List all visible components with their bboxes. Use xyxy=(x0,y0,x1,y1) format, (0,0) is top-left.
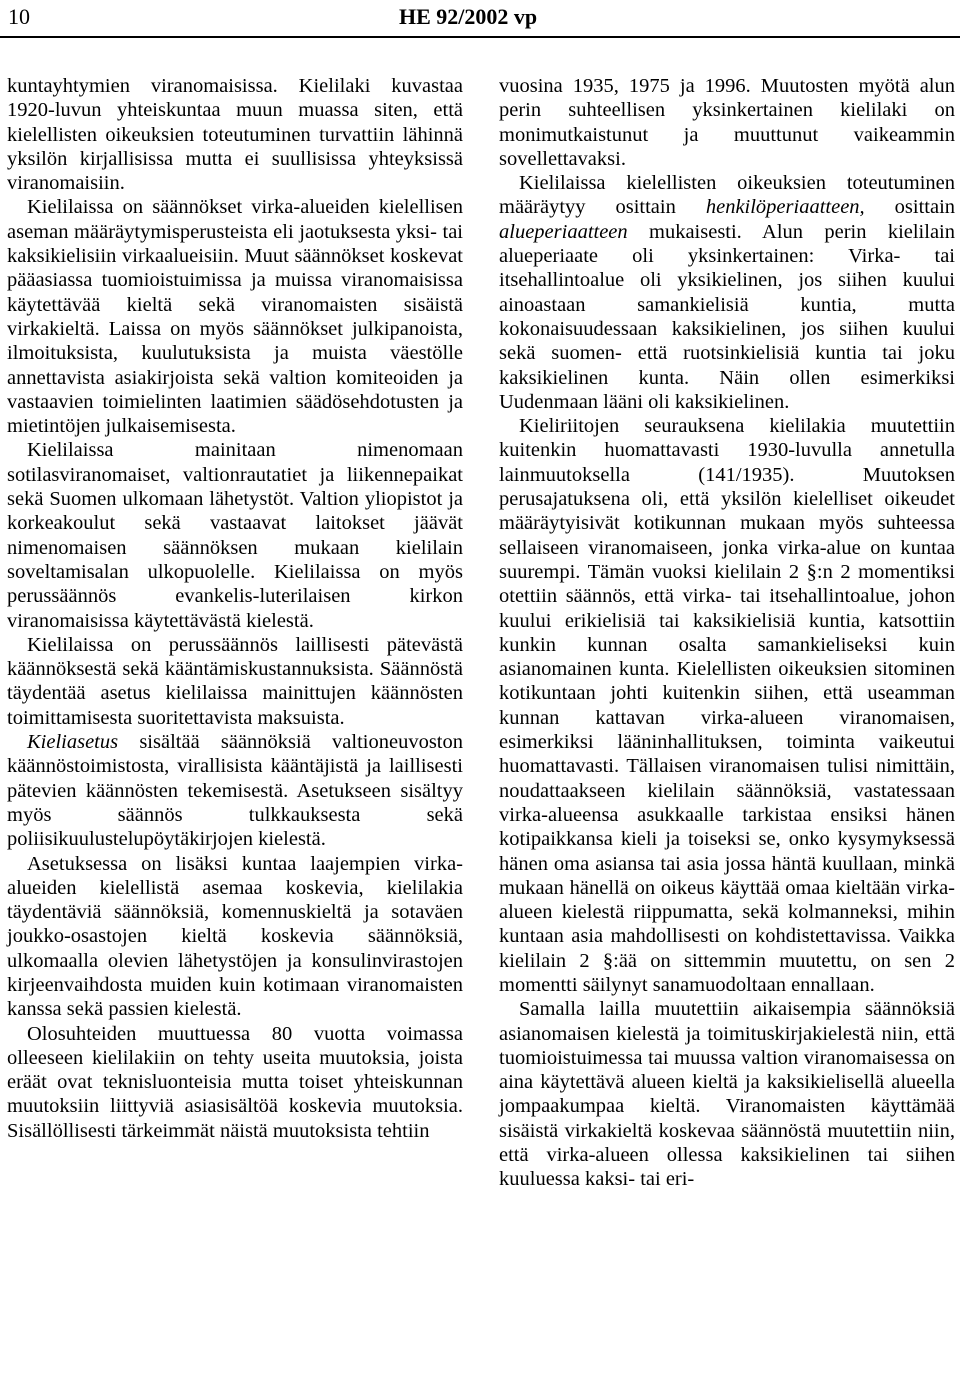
paragraph xyxy=(499,414,955,997)
paragraph xyxy=(7,1022,463,1143)
italic-term: alueperiaatteen xyxy=(499,220,628,243)
text-run: Kieliriitojen seurauksena kielilakia muutettiin kuitenkin huomattavasti 1930-luvulla annetulla lainmuutoksella (141/1935). Muutoksen perusajatuksena oli, että yksilön kielelliset oikeudet määräytyisivät kotikunnan mukaan myös suhteessa sellaiseen viranomaiseen, jonka virka-alue on kuntaa suurempi. Tämän vuoksi kielilain 2 §:n 2 momentiksi otettiin säännös, että virka- tai itsehallintoalue, johon kuului erikielisiä tai kaksikielisiä kuntia, katsottiin kunkin kunnan osalta samankieliseksi kuin asianomainen kunta. Kielellisten oikeuksien sitominen kotikuntaan johti kuitenkin siihen, että useamman kunnan kattavan virka-alueen viranomaisen, esimerkiksi lääninhallituksen, toiminta vaikeutui huomattavasti. Tällaisen viranomaisen tulisi nimittäin, noudattaakseen kielilain säännöksiä, vastatessaan virka-alueensa asukkaalle tarkistaa ensiksi hänen kotipaikkansa kieli ja toiseksi se, onko kysymyksessä hänen oma asiansa tai asia jossa häntä kuullaan, minkä mukaan hänellä on oikeus käyttää omaa kieltään virka-alueen kielestä riippumatta, sekä kolmanneksi, mihin kuntaan asia mahdollisesti on kohdistettavissa. Vaikka kielilain 2 §:ää on sittemmin muutettu, on sen 2 momentti säilynyt sanamuodoltaan ennallaan. xyxy=(499,415,955,996)
right-column xyxy=(499,74,955,1192)
text-run: mukaisesti. Alun perin kielilain alueperiaate oli yksinkertainen: Virka- tai itsehallintoalue oli yksikielinen, jos siihen kuului ainoastaan samankielisiä kuntia, mutta kokonaisuudessaan kaksikielinen, jos siihen kuului sekä suomen- että ruotsinkielisiä kuntia tai joku kaksikielinen kunta. Näin ollen esimerkiksi Uudenmaan lääni oli kaksikielinen. xyxy=(499,220,955,413)
page-header xyxy=(0,0,960,40)
paragraph xyxy=(7,852,463,1022)
paragraph xyxy=(7,74,463,195)
paragraph xyxy=(499,997,955,1191)
text-run: Samalla lailla muutettiin aikaisempia säännöksiä asianomaisen kielestä ja toimituskirjakielestä niin, että tuomioistuimessa tai muussa valtion viranomaisessa on aina käytettävä alueen kieltä ja kaksikielisellä alueella jompaakumpaa kieltä. Viranomaisten käyttämää sisäistä virkakieltä koskevaa säännöstä muutettiin niin, että virka-alueen ollessa kaksikielinen tai siihen kuuluessa kaksi- tai eri- xyxy=(499,998,955,1191)
text-run: Asetuksessa on lisäksi kuntaa laajempien virka-alueiden kielellistä asemaa koskevia, kielilakia täydentäviä säännöksiä, komennuskieltä ja sotaväen joukko-osastojen kieltä koskevia säännöksiä, ulkomaalla olevien lähetystöjen ja konsulinvirastojen kirjeenvaihdosta muiden kuin kotimaan viranomaisten kanssa sekä passien kielestä. xyxy=(7,852,463,1021)
left-column xyxy=(7,74,463,1143)
text-run: vuosina 1935, 1975 ja 1996. Muutosten myötä alun perin suhteellisen yksinkertainen kielilaki on monimutkaistunut ja muuttunut vaikeammin sovellettavaksi. xyxy=(499,75,955,170)
paragraph xyxy=(7,195,463,438)
text-run: sisältää säännöksiä valtioneuvoston käännöstoimistosta, virallisista kääntäjistä ja laillisesti pätevien käännösten tekemisestä. Asetukseen sisältyy myös säännös tulkkauksesta sekä poliisikuulustelupöytäkirjojen kielestä. xyxy=(7,731,463,851)
text-run: osittain xyxy=(864,196,956,219)
italic-term: henkilöperiaatteen, xyxy=(705,196,865,219)
paragraph xyxy=(7,438,463,632)
paragraph xyxy=(499,171,955,414)
paragraph xyxy=(7,730,463,851)
text-run: Kielilaissa mainitaan nimenomaan sotilasviranomaiset, valtionrautatiet ja liikennepaikat sekä Suomen ulkomaan lähetystöt. Valtion yliopistot ja korkeakoulut sekä vastaavat laitokset jäävät nimenomaisen säännöksen mukaan kielilain soveltamisalan ulkopuolelle. Kielilaissa on myös perussäännös evankelis-luterilaisen kirkon viranomaisissa käytettävästä kielestä. xyxy=(7,439,463,632)
text-run: kuntayhtymien viranomaisissa. Kielilaki kuvastaa 1920-luvun yhteiskuntaa muun muassa siten, että kielellisten oikeuksien toteutuminen turvattiin lähinnä yksilön kirjallisissa mutta ei suullisissa yhteyksissä viranomaisiin. xyxy=(7,75,463,195)
paragraph xyxy=(7,633,463,730)
header-rule xyxy=(0,36,960,38)
document-id: HE 92/2002 vp xyxy=(399,4,538,29)
page-number: 10 xyxy=(8,4,30,29)
text-run: Olosuhteiden muuttuessa 80 vuotta voimassa olleeseen kielilakiin on tehty useita muutoksia, joista eräät ovat teknisluonteisia mutta toiset yhteiskunnan muutoksiin liittyviä asiasisältöä koskevia muutoksia. Sisällöllisesti tärkeimmät näistä muutoksista tehtiin xyxy=(7,1022,463,1142)
italic-term: Kieliasetus xyxy=(27,731,119,754)
paragraph xyxy=(499,74,955,171)
text-run: Kielilaissa kielellisten oikeuksien toteutuminen määräytyy osittain xyxy=(499,172,955,219)
text-run: Kielilaissa on säännökset virka-alueiden kielellisen aseman määräytymisperusteista eli jaotuksesta yksi- tai kaksikielisiin virkaalueisiin. Muut säännökset koskevat pääasiassa tuomioistuimissa ja muissa viranomaisissa käytettävää kieltä sekä viranomaisten sisäistä virkakieltä. Laissa on myös säännökset julkipanoista, ilmoituksista, kuulutuksista ja muista väestölle annettavista asiakirjoista sekä valtion komiteoiden ja vastaavien toimielinten laatimien säädösehdotusten ja mietintöjen julkaisemisesta. xyxy=(7,196,463,438)
text-run: Kielilaissa on perussäännös laillisesti pätevästä käännöksestä sekä kääntämiskustannuksista. Säännöstä täydentää asetus kielilaissa mainittujen käännösten toimittamisesta suoritettavista maksuista. xyxy=(7,633,463,729)
